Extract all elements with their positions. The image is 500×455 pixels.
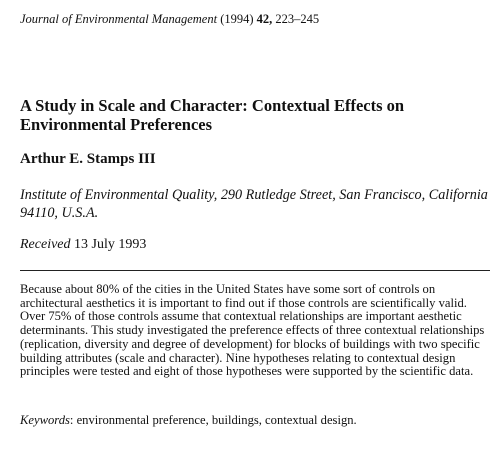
- received-date: 13 July 1993: [74, 237, 147, 252]
- received-label: Received: [20, 237, 71, 252]
- section-divider: [20, 270, 490, 271]
- keywords-list: : environmental preference, buildings, contextual design.: [69, 413, 357, 427]
- abstract-text: Because about 80% of the cities in the United States have some sort of controls on architectural aesthetics it is important to find out if those controls are scientifically valid. Over 75% of those controls assume that contextual relationships are important aesthetic determinants. This study investigated the preference effects of three contextual relationships (replication, diversity and degree of development) for blocks of buildings with two specific building attributes (scale and character). Nine hypotheses relating to contextual design principles were tested and eight of those hypotheses were supported by the scientific data.: [20, 282, 485, 379]
- article-author: Arthur E. Stamps III: [20, 151, 156, 167]
- article-title: A Study in Scale and Character: Contextual Effects on Environmental Preferences: [20, 96, 405, 134]
- journal-name: Journal of Environmental Management: [20, 12, 218, 26]
- journal-citation: [20, 12, 319, 27]
- journal-year: (1994): [220, 12, 254, 26]
- journal-pages: 223–245: [275, 12, 320, 26]
- author-affiliation: Institute of Environmental Quality, 290 Rutledge Street, San Francisco, California 94110, U.S.A.: [20, 187, 488, 221]
- journal-volume: 42,: [256, 12, 273, 26]
- keywords-line: [20, 413, 490, 428]
- keywords-label: Keywords: [20, 413, 70, 427]
- received-date-line: [20, 237, 146, 253]
